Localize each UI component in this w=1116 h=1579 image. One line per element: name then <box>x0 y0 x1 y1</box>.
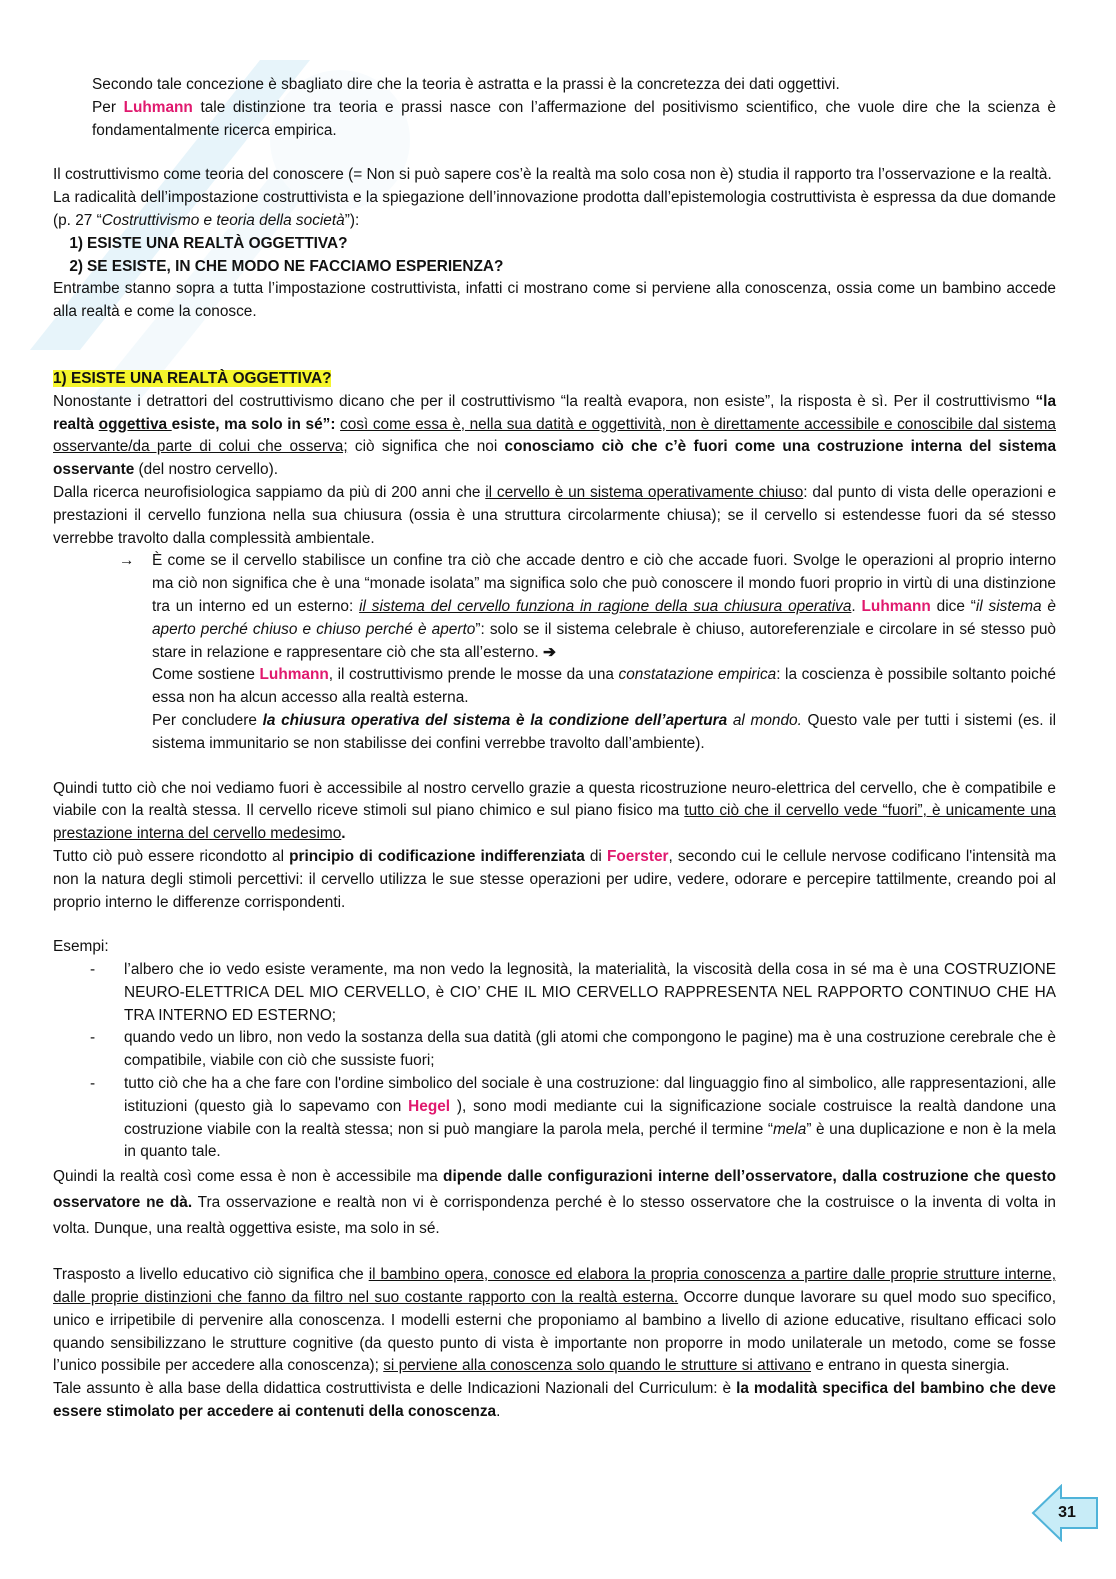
paragraph: Trasposto a livello educativo ciò significa che il bambino opera, conosce ed elabora la propria conoscenza a partire dalle proprie strutture interne, dalle proprie distinzioni che fanno da filtro nel suo costante rapporto con la realtà esterna. Occorre dunque lavorare su quel modo suo specifico, unico e irripetibile di pervenire alla conoscenza. I modelli esterni che proponiamo al bambino a livello di azione educative, risultano efficaci solo quando sensibilizzano le strutture cognitive (da questo punto di vista è importante non proporre in modo unilaterale un metodo, come se fosse l’unico possibile per accedere alla conoscenza); si perviene alla conoscenza solo quando le strutture si attivano e entrano in questa sinergia. <box>53 1266 1056 1375</box>
paragraph: Dalla ricerca neurofisiologica sappiamo da più di 200 anni che il cervello è un sistema operativamente chiuso: dal punto di vista delle operazioni e prestazioni il cervello funziona nella sua chiusura (ossia è una struttura circolarmente chiusa); se il cervello si estendesse fuori da sé stesso verrebbe travolto dalla complessità ambientale. <box>53 483 1056 547</box>
arrow-block <box>53 550 1056 755</box>
paragraph: La radicalità dell’impostazione costruttivista e la spiegazione dell’innovazione prodotta dall’epistemologia costruttivista è espressa da due domande (p. 27 “Costruttivismo e teoria della società”): <box>53 189 1056 229</box>
examples-list <box>53 959 1056 1164</box>
list-item: 1) ESISTE UNA REALTÀ OGGETTIVA? <box>69 234 348 252</box>
paragraph: Secondo tale concezione è sbagliato dire che la teoria è astratta e la prassi è la concretezza dei dati oggettivi. <box>92 76 840 93</box>
paragraph: Il costruttivismo come teoria del conoscere (= Non si può sapere cos’è la realtà ma solo cosa non è) studia il rapporto tra l’osservazione e la realtà. <box>53 166 1052 184</box>
paragraph: Quindi tutto ciò che noi vediamo fuori è accessibile al nostro cervello grazie a questa ricostruzione neuro-elettrica del cervello, che è compatibile e viabile con la realtà stessa. Il cervello riceve stimoli sul piano chimico e sul piano fisico ma tutto ciò che il cervello vede “fuori”, è unicamente una prestazione interna del cervello medesimo. <box>53 779 1056 843</box>
list-item: - quando vedo un libro, non vedo la sostanza della sua datità (gli atomi che compongono le pagine) ma è una costruzione cerebrale che è compatibile, viabile con ciò che sussiste fuori; <box>90 1029 1056 1070</box>
author-name: Luhmann <box>123 98 193 116</box>
examples-label: Esempi: <box>53 938 109 956</box>
paragraph: Per Luhmann tale distinzione tra teoria e prassi nasce con l’affermazione del positivismo scientifico, che vuole dire che la scienza è fondamentalmente ricerca empirica. <box>92 98 1056 139</box>
list-item: 2) SE ESISTE, IN CHE MODO NE FACCIAMO ESPERIENZA? <box>69 257 504 275</box>
document-page <box>53 74 1056 1424</box>
author-name: Luhmann <box>861 597 931 615</box>
arrow-right-icon: ➔ <box>542 643 556 661</box>
paragraph: Quindi la realtà così come essa è non è accessibile ma dipende dalle configurazioni interne dell’osservatore, dalla costruzione che questo osservatore ne dà. Tra osservazione e realtà non vi è corrispondenza perché è lo stesso osservatore che la costruisce o la inventa di volta in volta. Dunque, una realtà oggettiva esiste, ma solo in sé. <box>53 1168 1056 1238</box>
author-name: Foerster <box>606 847 669 865</box>
paragraph: Per concludere la chiusura operativa del sistema è la condizione dell’apertura al mondo. Questo vale per tutti i sistemi (es. il sistema immunitario se non stabilisse dei confini verrebbe travolto dall’ambiente). <box>152 711 1057 752</box>
paragraph: Come sostiene Luhmann, il costruttivismo prende le mosse da una constatazione empirica: la coscienza è possibile soltanto poiché essa non ha alcun accesso alla realtà esterna. <box>152 666 1056 707</box>
list-item: - tutto ciò che ha a che fare con l'ordine simbolico del sociale è una costruzione: dal linguaggio fino al simbolico, alle rappresentazioni, alle istituzioni (questo già lo sapevamo con Hegel ), sono modi mediante cui la significazione sociale costruisce la realtà dandone una costruzione viabile con la realtà stessa; non si può mangiare la parola mela, perché il termine “mela” è una duplicazione e non è la mela in quanto tale. <box>90 1075 1056 1161</box>
paragraph: È come se il cervello stabilisce un confine tra ciò che accade dentro e ciò che accade fuori. Svolge le operazioni al proprio interno ma ciò non significa che è una “monade isolata” ma significa solo che può conoscere il mondo fuori proprio in virtù di una distinzione tra un interno ed un esterno: il sistema del cervello funziona in ragione della sua chiusura operativa. Luhmann dice “il sistema è aperto perché chiuso e chiuso perché è aperto”: solo se il sistema celebrale è chiuso, autoreferenziale e circolare in sé stesso può stare in relazione e rappresentare ciò che sta all’esterno. ➔ <box>152 552 1056 661</box>
author-name: Luhmann <box>259 666 329 684</box>
author-name: Hegel <box>408 1097 451 1115</box>
paragraph: Tale assunto è alla base della didattica costruttivista e delle Indicazioni Nazionali del Curriculum: è la modalità specifica del bambino che deve essere stimolato per accedere ai contenuti della conoscenza. <box>53 1380 1056 1421</box>
page-number-badge <box>1031 1484 1101 1542</box>
question-list <box>53 233 1056 279</box>
list-item: - l’albero che io vedo esiste veramente, ma non vedo la legnosità, la materialità, la viscosità della cosa in sé ma è una COSTRUZIONE NEURO-ELETTRICA DEL MIO CERVELLO, è CIO’ CHE IL MIO CERVELLO RAPPRESENTA NEL RAPPORTO CONTINUO CHE HA TRA INTERNO ED ESTERNO; <box>90 961 1056 1024</box>
paragraph: Nonostante i detrattori del costruttivismo dicano che per il costruttivismo “la realtà evapora, non esiste”, la risposta è sì. Per il costruttivismo “la realtà oggettiva esiste, ma solo in sé”: così come essa è, nella sua datità e oggettività, non è direttamente accessibile e conoscibile dal sistema osservante/da parte di colui che osserva; ciò significa che noi conosciamo ciò che c’è fuori come una costruzione interna del sistema osservante (del nostro cervello). <box>53 392 1056 479</box>
page-number: 31 <box>1058 1504 1076 1521</box>
paragraph: Entrambe stanno sopra a tutta l’impostazione costruttivista, infatti ci mostrano come si perviene alla conoscenza, ossia come un bambino accede alla realtà e come la conosce. <box>53 280 1056 321</box>
section-heading: 1) ESISTE UNA REALTÀ OGGETTIVA? <box>53 369 332 387</box>
arrow-right-icon: → <box>119 552 135 570</box>
paragraph: Tutto ciò può essere ricondotto al principio di codificazione indifferenziata di Foerster, secondo cui le cellule nervose codificano l'intensità ma non la natura degli stimoli percettivi: il cervello utilizza le sue stesse operazioni per udire, vedere, odorare e percepire tattilmente, creando poi al proprio interno le differenze corrispondenti. <box>53 847 1057 911</box>
